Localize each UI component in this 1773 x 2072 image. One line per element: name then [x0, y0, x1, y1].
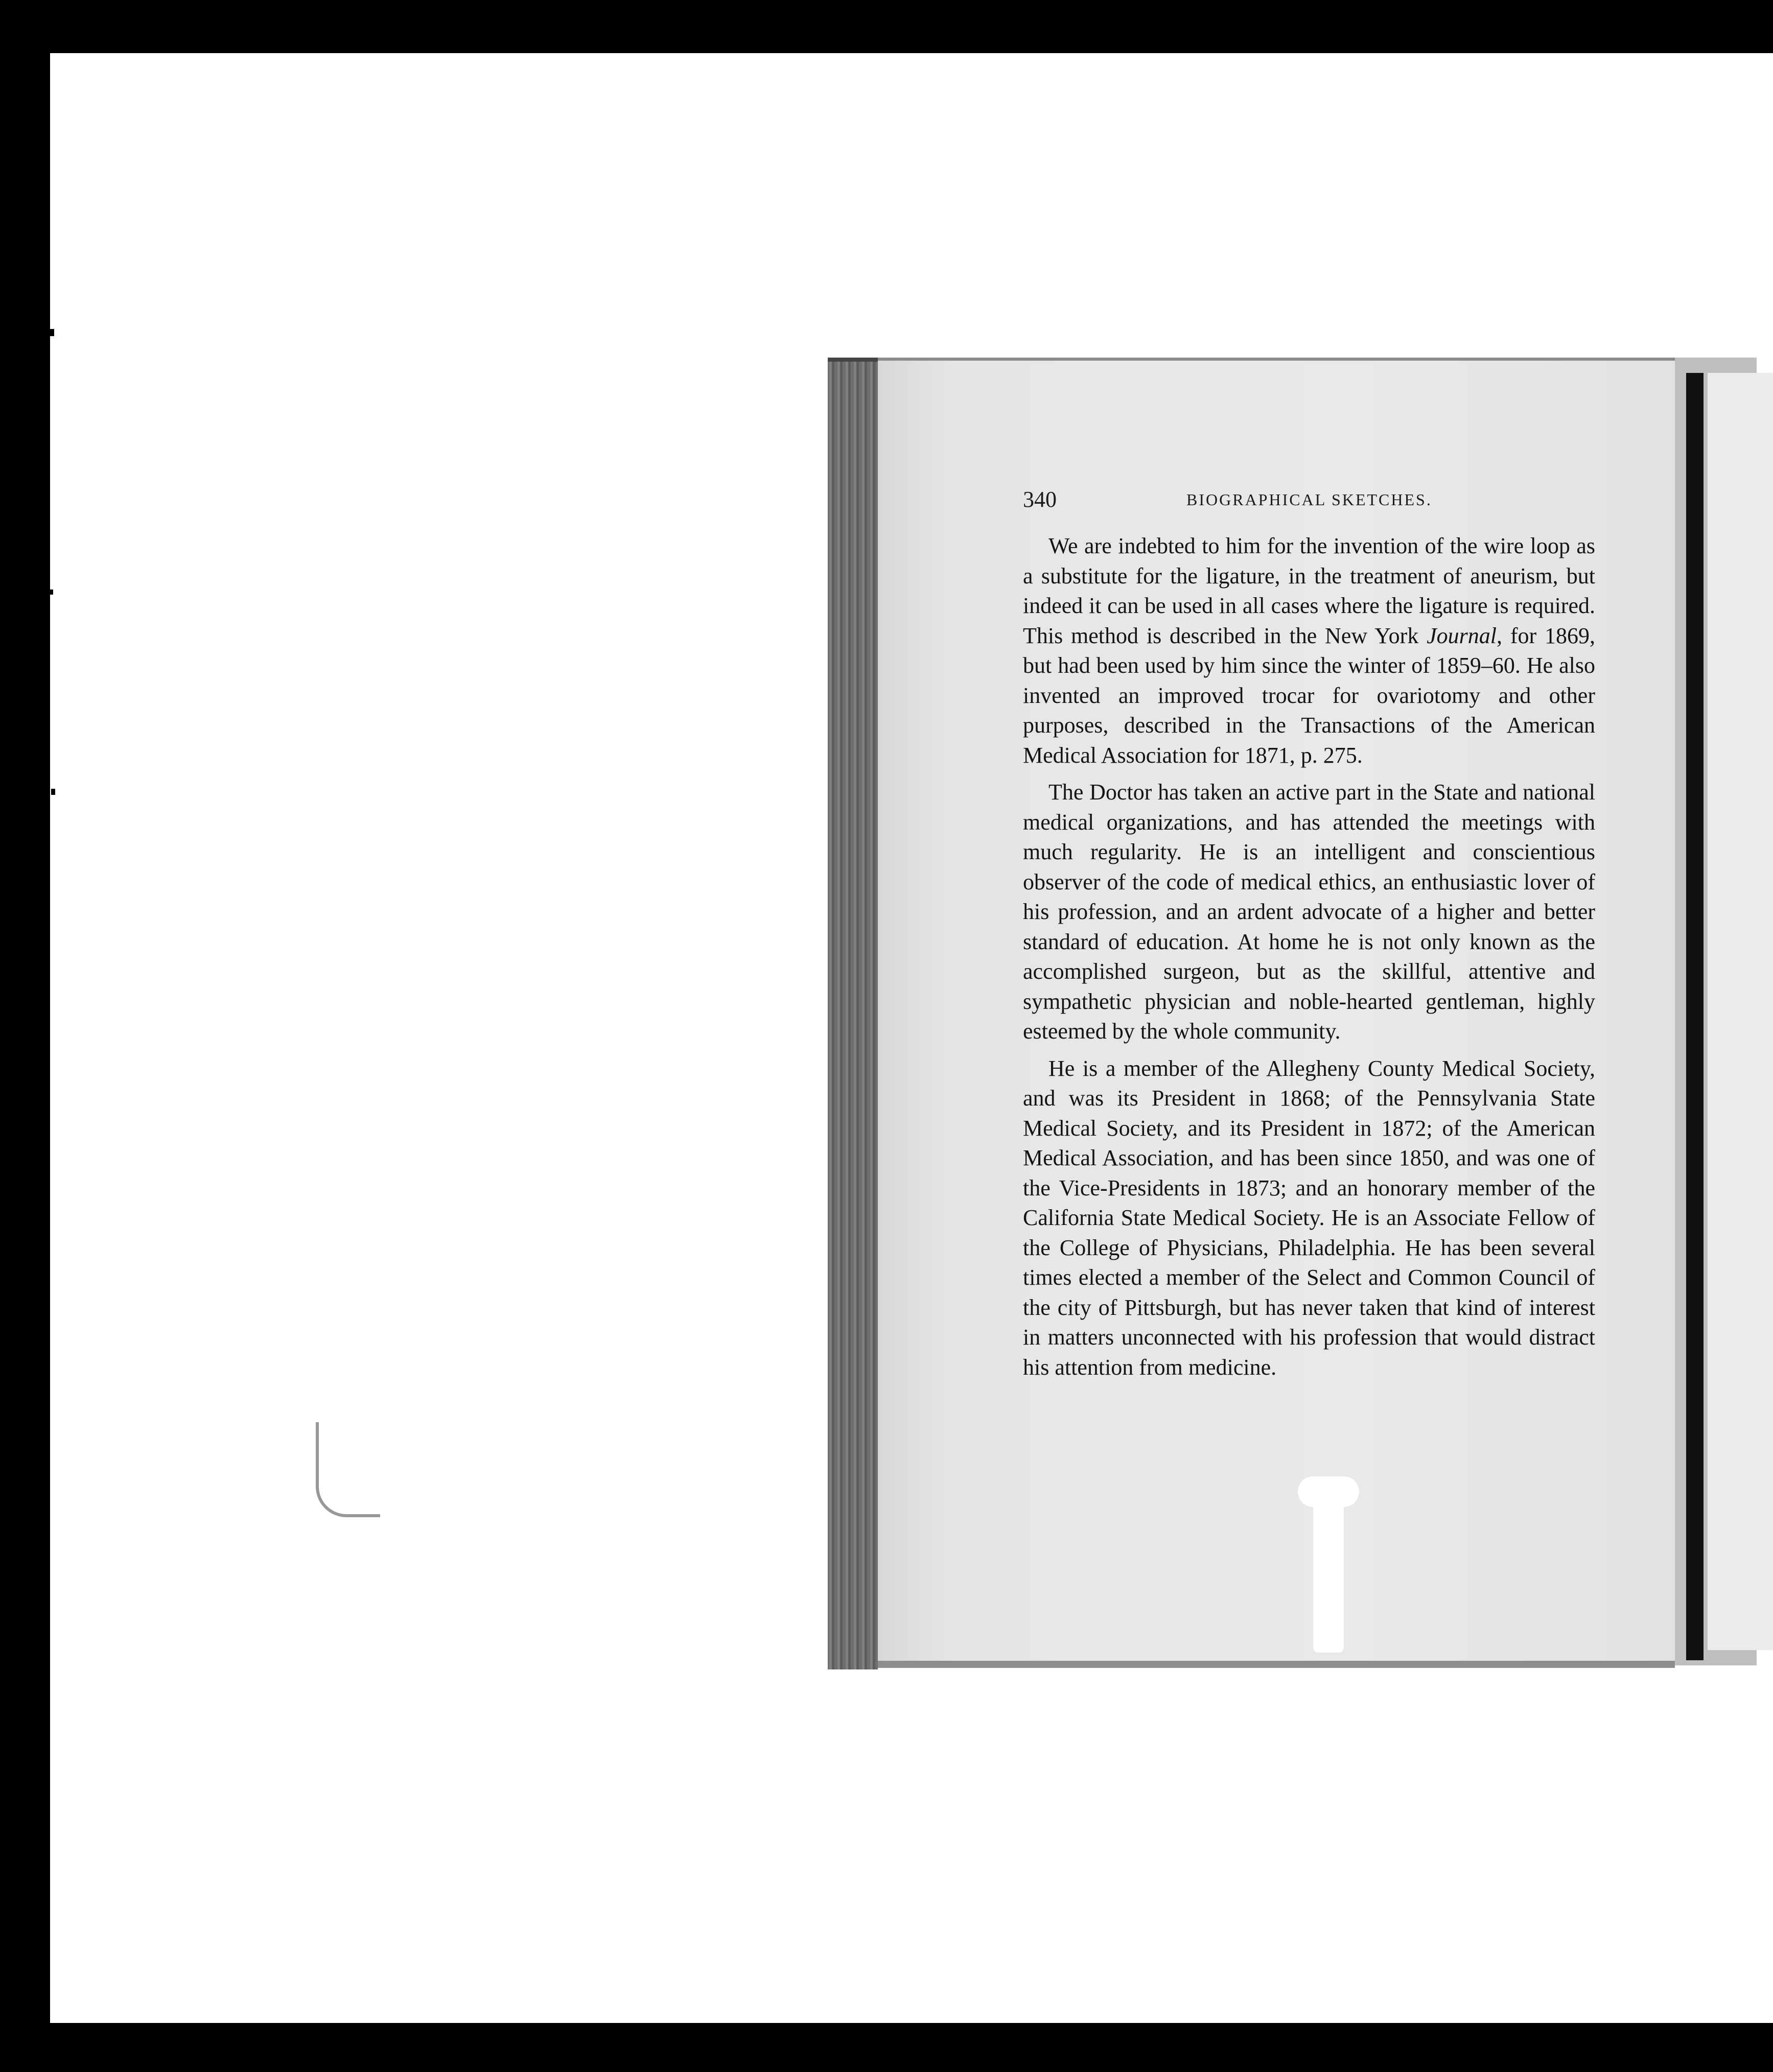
page-number: 340 [1023, 487, 1057, 512]
paragraph [1023, 531, 1595, 770]
paragraph [1023, 778, 1595, 1047]
paragraph [1023, 1054, 1595, 1383]
book-gutter-shadow [1686, 373, 1704, 1660]
facing-page-edge [1708, 373, 1773, 1650]
scan-speck [51, 789, 55, 795]
running-head: BIOGRAPHICAL SKETCHES. [1186, 490, 1432, 509]
scan-damage [1313, 1479, 1344, 1653]
page-block-edges [828, 358, 878, 1669]
paragraph-text: He is a member of the Allegheny County Medical Society, and was its President in 1868; of the Pennsylvania State Medical Society, and its President in 1872; of the American Medical Association, and has been since 1850, and was one of the Vice-Presidents in 1873; and an honorary member of the California State Medical Society. He is an Associate Fellow of the College of Physicians, Philadelphia. He has been several times elected a member of the Select and Common Council of the city of Pittsburgh, but has never taken that kind of interest in matters unconnected with his profession that would distract his attention from medicine. [1023, 1055, 1595, 1380]
italic-journal-title: Journal [1427, 623, 1497, 648]
paragraph-text: We are indebted to him for the invention of the wire loop as a substitute for the ligature, in the treatment of aneurism, but indeed it can be used in all cases where the ligature is required. This method is described in the New York [1023, 533, 1595, 648]
scan-speck [50, 590, 53, 595]
scan-speck [50, 329, 54, 336]
page-body [1023, 531, 1595, 1382]
page-header [1023, 486, 1595, 522]
paragraph-text: The Doctor has taken an active part in the State and national medical organizations, and has attended the meetings with much regularity. He is an intelligent and conscientious observer of the code of medical ethics, an enthusiastic lover of his profession, and an ardent advocate of a higher and better standard of education. At home he is not only known as the accomplished surgeon, but as the skillful, attentive and sympathetic physician and noble-hearted gentleman, highly esteemed by the whole community. [1023, 780, 1595, 1044]
paragraph-text: , for 1869, but had been used by him since the winter of 1859–60. He also invented an improved trocar for ovariotomy and other purposes, described in the Transactions of the American Medical Association for 1871, p. 275. [1023, 623, 1595, 768]
scan-artifact-mark [316, 1422, 380, 1517]
